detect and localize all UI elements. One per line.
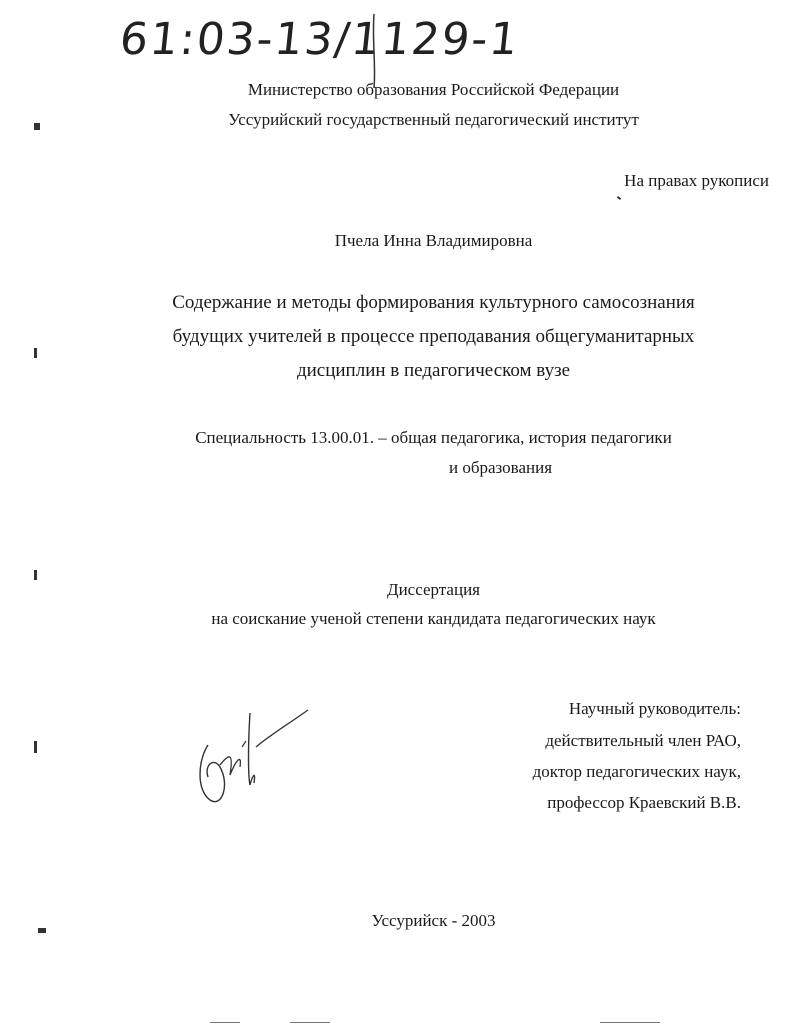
- title-line-3: дисциплин в педагогическом вузе: [296, 360, 571, 381]
- punch-mark: [34, 570, 37, 580]
- place-year: Уссурийск - 2003: [371, 911, 496, 930]
- punch-mark: [38, 928, 46, 933]
- punch-mark: [34, 348, 37, 358]
- specialty-line-2: и образования: [449, 458, 553, 477]
- handwritten-archive-number: 61:03-13/1129-1: [117, 14, 523, 65]
- scan-edge: [210, 1022, 240, 1023]
- scan-edge: [290, 1022, 330, 1023]
- title-line-1: Содержание и методы формирования культурного самосознания: [172, 292, 695, 313]
- punch-mark: [34, 123, 40, 130]
- author-name: Пчела Инна Владимировна: [334, 231, 533, 250]
- supervisor-line-2: действительный член РАО,: [545, 731, 741, 750]
- scan-speck: [617, 196, 621, 200]
- supervisor-line-4: профессор Краевский В.В.: [547, 793, 741, 812]
- scan-edge: [600, 1022, 660, 1023]
- handwritten-stroke: [360, 10, 390, 90]
- rights-notice: На правах рукописи: [624, 171, 769, 190]
- specialty-line-1: Специальность 13.00.01. – общая педагогика, история педагогики: [195, 428, 672, 447]
- handwritten-signature: [190, 705, 320, 820]
- title-line-2: будущих учителей в процессе преподавания общегуманитарных: [172, 326, 695, 347]
- doc-type: Диссертация: [386, 580, 480, 599]
- supervisor-line-1: Научный руководитель:: [568, 699, 741, 718]
- ministry-line: Министерство образования Российской Федерации: [247, 80, 620, 99]
- supervisor-line-3: доктор педагогических наук,: [532, 762, 741, 781]
- institute-line: Уссурийский государственный педагогический институт: [228, 110, 639, 129]
- degree-line: на соискание ученой степени кандидата педагогических наук: [211, 609, 656, 628]
- punch-mark: [34, 741, 37, 753]
